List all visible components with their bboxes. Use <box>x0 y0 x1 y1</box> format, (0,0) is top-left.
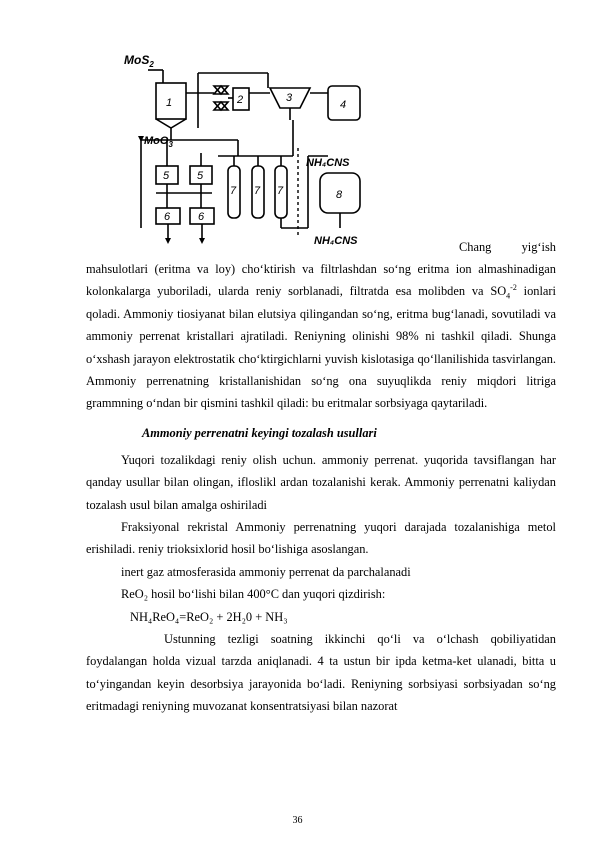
unit-number-6a: 6 <box>164 211 171 223</box>
process-flow-diagram <box>118 48 378 248</box>
label-nh4cns-top: NH₄CNS <box>306 157 350 169</box>
unit-number-7c: 7 <box>277 185 284 197</box>
so4-subscript: 4 <box>506 291 511 301</box>
label-mos2: MoS$_2$ <box>124 53 154 69</box>
unit-number-5b: 5 <box>197 170 204 182</box>
paragraph1-first-line: Chang yig‘ish <box>459 240 556 254</box>
paragraph3: Fraksiyonal rekristal Ammoniy perrenatning yuqori darajada tozalanishiga metol erishiladi. reniy trioksixlorid hosil bo‘lishiga asoslangan. <box>86 520 556 557</box>
page-number: 36 <box>292 815 303 826</box>
label-moo3: MoO$_3$ <box>144 135 173 149</box>
label-nh4cns-bottom: NH₄CNS <box>314 235 358 247</box>
unit-number-4: 4 <box>340 99 347 111</box>
unit-number-1: 1 <box>166 97 173 109</box>
paragraph1-text-a: mahsulotlari (eritma va loy) cho‘ktirish va filtrlashdan so‘ng eritma ion almashinadigan kolonkalarga yuboriladi, ularda reniy sorblanadi, filtratda esa molibden va SO <box>86 262 556 299</box>
flow-diagram-svg <box>118 48 378 248</box>
unit-number-7b: 7 <box>254 185 261 197</box>
unit-number-7a: 7 <box>230 185 237 197</box>
unit-number-5a: 5 <box>163 170 170 182</box>
unit-number-6b: 6 <box>198 211 205 223</box>
unit-number-2: 2 <box>237 94 244 106</box>
paragraph1-text-b: ionlari qoladi. Ammoniy tiosiyanat bilan elutsiya qilingandan so‘ng, eritma bug‘lanadi, sovutiladi va ammoniy perrenat kristallari ajratiladi. Reniyning olinishi 98% ni tashkil qiladi. Shunga o‘xshash jarayon elektrostatik cho‘ktirgichlarni yuvish kislotasiga qo‘llanilishida tasvirlangan. Ammoniy perrenatning kristallanishidan so‘ng ona suyuqlikda reniy miqdori litriga grammning o‘ndan bir qismini tashkil qiladi: bu eritmalar sorbsiyaga qaytariladi. <box>86 284 556 411</box>
section-heading: Ammoniy perrenatni keyingi tozalash usullari <box>142 426 377 440</box>
line-inert-gas: inert gaz atmosferasida ammoniy perrenat da parchalanadi <box>121 565 411 579</box>
unit-number-3: 3 <box>286 92 293 104</box>
line-reo2-heating: ReO₂ hosil bo‘lishi bilan 400°C dan yuqori qizdirish: <box>121 587 386 601</box>
unit-number-8: 8 <box>336 189 343 201</box>
paragraph1 <box>86 258 556 415</box>
paragraph4: Ustunning tezligi soatning ikkinchi qo‘li va o‘lchash qobiliyatidan foydalangan holda vizual tarzda aniqlanadi. 4 ta ustun bir ipda ketma-ket ulanadi, bitta u to‘yingandan keyin desorbsiya jarayonida bo‘ladi. Reniyning sorbsiyasi sorbsiyadan so‘ng eritmadagi reniyning muvozanat konsentratsiyasi bilan nazorat <box>86 632 556 714</box>
paragraph2: Yuqori tozalikdagi reniy olish uchun. ammoniy perrenat. yuqorida tavsiflangan har qanday usullar bilan olingan, ifloslikl ardan tozalanishi kerak. Ammoniy perrenatni kaliydan tozalash usul bilan amalga oshiriladi <box>86 453 556 512</box>
so4-superscript: -2 <box>510 283 517 293</box>
equation: NH₄ReO₄=ReO₂ + 2H₂0 + NH₃ <box>130 610 288 624</box>
